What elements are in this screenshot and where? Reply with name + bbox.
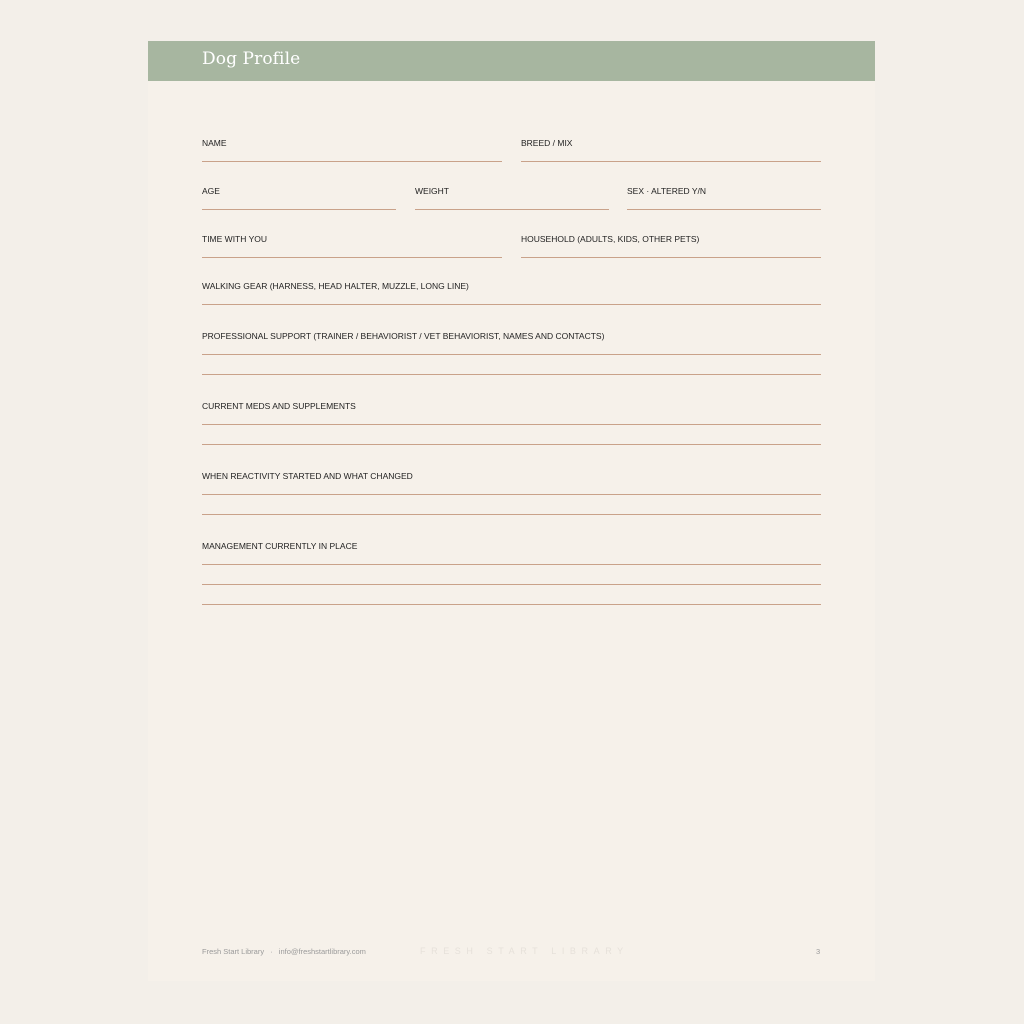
page-number: 3 <box>816 947 821 956</box>
form-page <box>148 41 875 981</box>
time-with-you-label: TIME WITH YOU <box>202 234 268 244</box>
meds-field[interactable] <box>202 401 821 446</box>
household-field[interactable] <box>521 234 821 259</box>
name-underline <box>202 161 502 162</box>
reactivity-start-line-2 <box>202 514 821 515</box>
professional-support-line-2 <box>202 374 821 375</box>
name-label: NAME <box>202 138 227 148</box>
breed-underline <box>521 161 821 162</box>
sex-label: SEX · ALTERED Y/N <box>627 186 707 196</box>
page-title: Dog Profile <box>202 49 301 69</box>
walking-gear-field[interactable] <box>202 281 821 306</box>
page-header <box>148 41 875 81</box>
breed-field[interactable] <box>521 138 821 163</box>
footer-separator: · <box>270 947 273 956</box>
name-field[interactable] <box>202 138 502 163</box>
weight-label: WEIGHT <box>415 186 449 196</box>
footer-brand: Fresh Start Library <box>202 947 265 956</box>
management-line-1 <box>202 564 821 565</box>
household-label: HOUSEHOLD (ADULTS, KIDS, OTHER PETS) <box>521 234 700 244</box>
time-with-you-underline <box>202 257 502 258</box>
footer-watermark: FRESH START LIBRARY <box>420 946 629 956</box>
meds-label: CURRENT MEDS AND SUPPLEMENTS <box>202 401 356 411</box>
time-with-you-field[interactable] <box>202 234 502 259</box>
management-line-2 <box>202 584 821 585</box>
age-underline <box>202 209 396 210</box>
weight-underline <box>415 209 609 210</box>
management-field[interactable] <box>202 541 821 606</box>
breed-label: BREED / MIX <box>521 138 573 148</box>
meds-line-2 <box>202 444 821 445</box>
meds-line-1 <box>202 424 821 425</box>
footer-email[interactable]: info@freshstartlibrary.com <box>278 947 366 956</box>
professional-support-label: PROFESSIONAL SUPPORT (TRAINER / BEHAVIORIST / VET BEHAVIORIST, NAMES AND CONTACTS) <box>202 331 605 341</box>
weight-field[interactable] <box>415 186 609 211</box>
management-line-3 <box>202 604 821 605</box>
household-underline <box>521 257 821 258</box>
reactivity-start-field[interactable] <box>202 471 821 516</box>
walking-gear-underline <box>202 304 821 305</box>
age-label: AGE <box>202 186 220 196</box>
professional-support-line-1 <box>202 354 821 355</box>
age-field[interactable] <box>202 186 396 211</box>
walking-gear-label: WALKING GEAR (HARNESS, HEAD HALTER, MUZZLE, LONG LINE) <box>202 281 469 291</box>
footer-contact <box>202 947 366 956</box>
reactivity-start-line-1 <box>202 494 821 495</box>
sex-field[interactable] <box>627 186 821 211</box>
professional-support-field[interactable] <box>202 331 821 376</box>
management-label: MANAGEMENT CURRENTLY IN PLACE <box>202 541 358 551</box>
reactivity-start-label: WHEN REACTIVITY STARTED AND WHAT CHANGED <box>202 471 413 481</box>
sex-underline <box>627 209 821 210</box>
